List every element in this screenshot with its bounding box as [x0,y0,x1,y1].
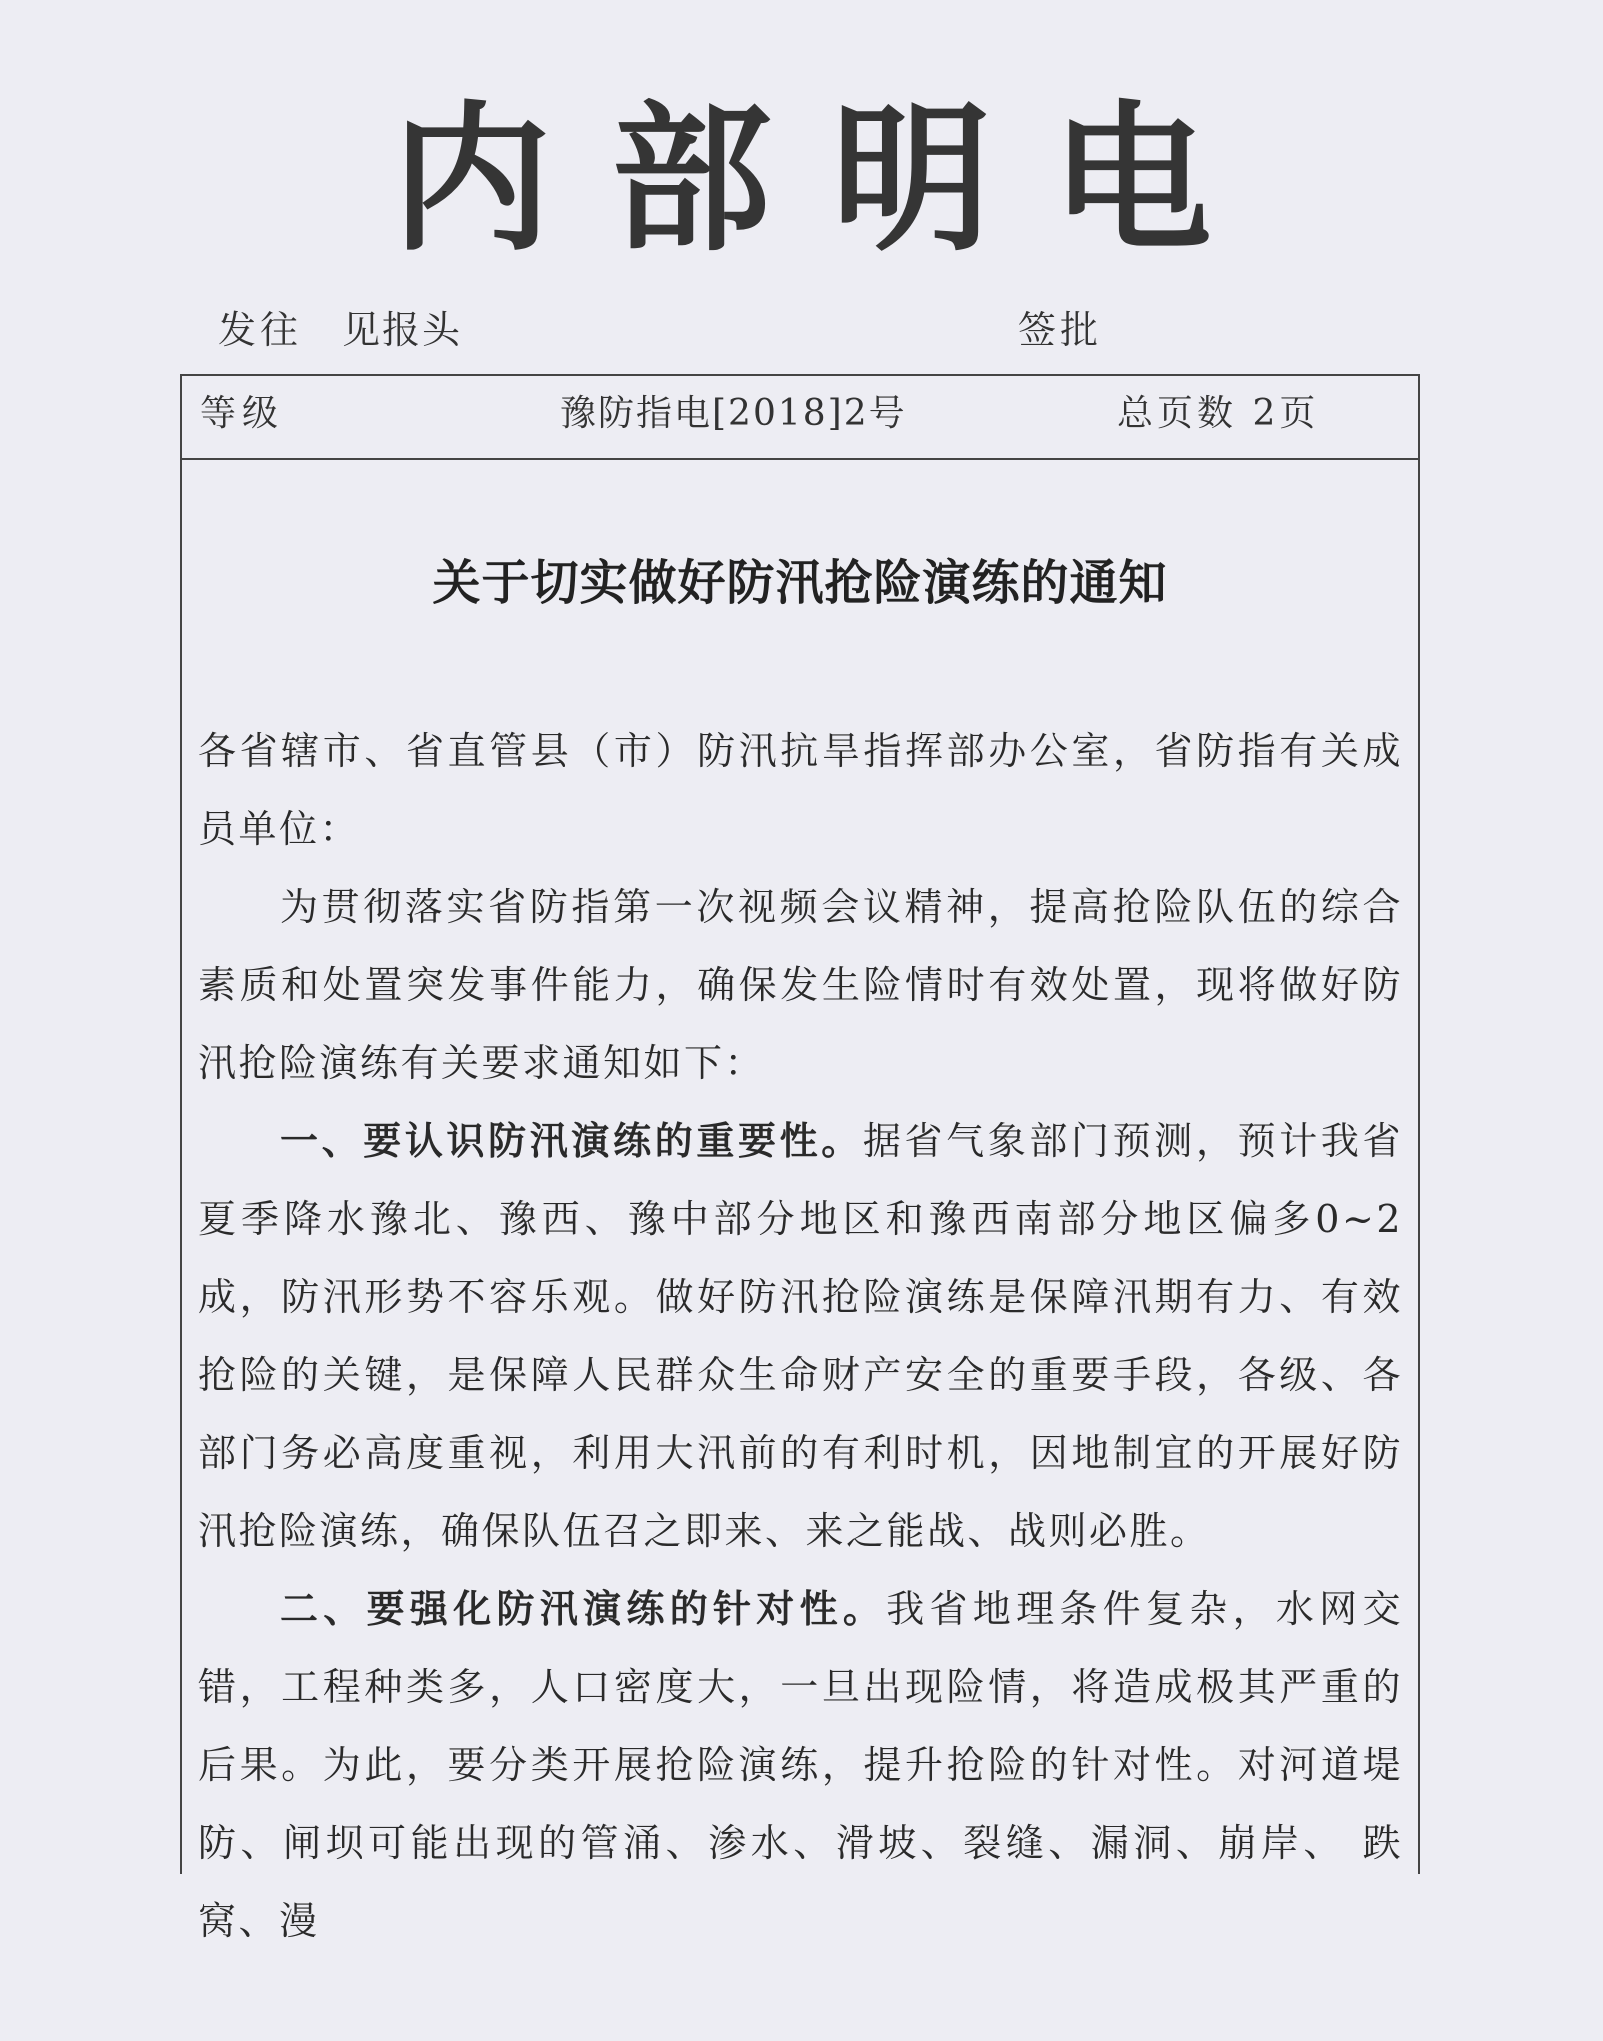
section-1-text: 据省气象部门预测，预计我省夏季降水豫北、豫西、豫中部分地区和豫西南部分地区偏多0~2成，防汛形势不容乐观。做好防汛抢险演练是保障汛期有力、有效抢险的关键，是保障人民群众生命财产安全的重要手段，各级、各部门务必高度重视，利用大汛前的有利时机，因地制宜的开展好防汛抢险演练，确保队伍召之即来、来之能战、战则必胜。 [198,1119,1403,1553]
section-2-paragraph [198,1570,1403,1960]
section-1-heading: 一、要认识防汛演练的重要性。 [280,1119,863,1163]
document-header-title: 内部明电 [391,86,1272,273]
section-1-paragraph [198,1102,1403,1570]
send-to-label: 发往 [218,308,303,352]
document-number: 豫防指电[2018]2号 [560,393,907,434]
intro-paragraph: 为贯彻落实省防指第一次视频会议精神，提高抢险队伍的综合素质和处置突发事件能力，确保发生险情时有效处置，现将做好防汛抢险演练有关要求通知如下： [198,885,1403,1085]
approval-label: 签批 [1018,308,1103,352]
notice-body [198,712,1403,1960]
send-to-line [218,300,462,360]
total-pages: 总页数 2页 [1117,393,1320,434]
notice-title: 关于切实做好防汛抢险演练的通知 [432,555,1168,611]
section-2-heading: 二、要强化防汛演练的针对性。 [280,1587,887,1631]
send-to-value: 见报头 [342,308,463,352]
recipients-paragraph: 各省辖市、省直管县（市）防汛抗旱指挥部办公室，省防指有关成员单位： [198,729,1403,851]
frame-header-row [182,376,1418,460]
grade-label: 等级 [200,393,285,434]
section-2-text: 我省地理条件复杂，水网交错，工程种类多，人口密度大，一旦出现险情，将造成极其严重的后果。为此，要分类开展抢险演练，提升抢险的针对性。对河道堤防、闸坝可能出现的管涌、渗水、滑坡、裂缝、漏洞、崩岸、 跌窝、漫 [198,1587,1403,1943]
